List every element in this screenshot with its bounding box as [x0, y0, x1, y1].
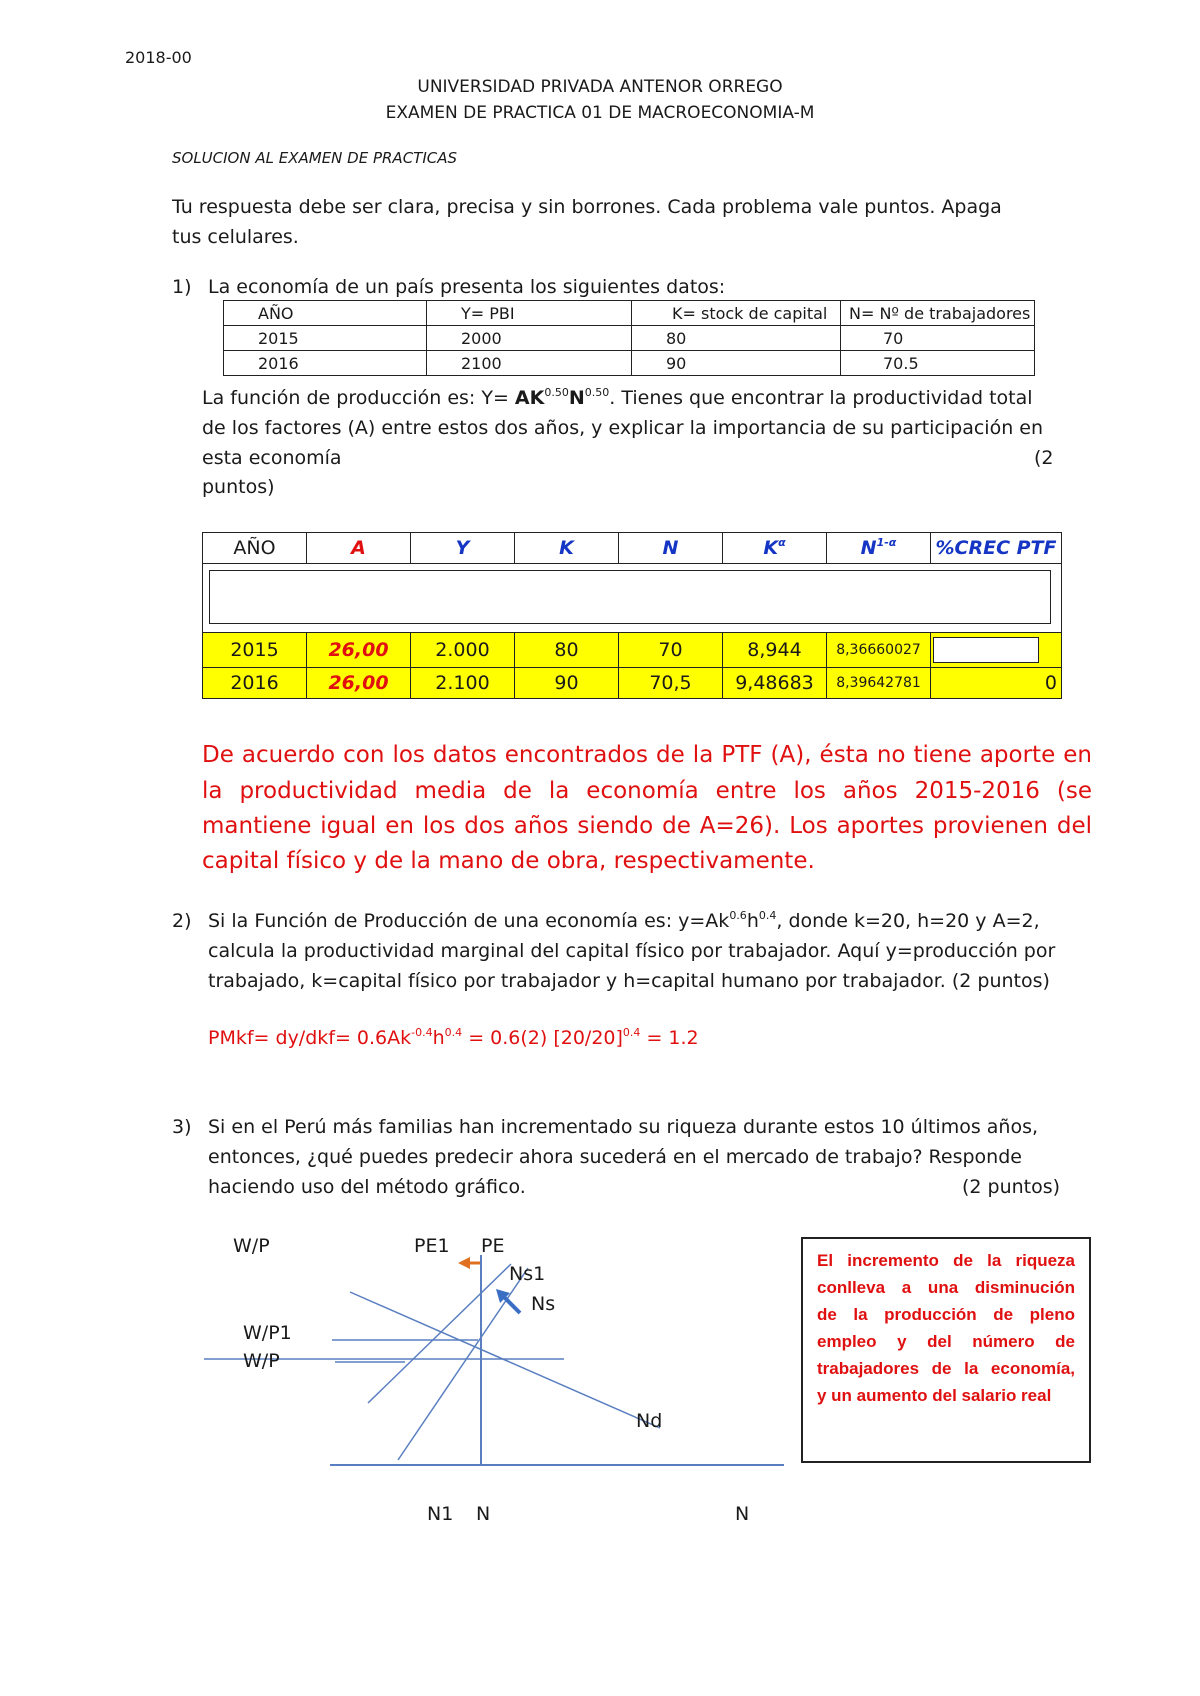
q3-line2: entonces, ¿qué puedes predecir ahora sucederá en el mercado de trabajo? Responde	[208, 1146, 1022, 1168]
q2-line1: Si la Función de Producción de una economía es: $y=Ak^{0.6}h^{0.4}$, donde k=20, h=20 y A=2,	[208, 909, 1040, 932]
solution-blank-row	[203, 564, 1062, 633]
col-a-header: A	[307, 533, 411, 564]
q3-number: 3)	[172, 1116, 192, 1138]
table-cell: 2.100	[411, 668, 515, 699]
q1-production-function: La función de producción es: $Y= AK^{0.50}N^{0.50}$. Tienes que encontrar la productividad total	[202, 386, 1033, 409]
wp-label: W/P	[243, 1350, 280, 1372]
q2-number: 2)	[172, 910, 192, 932]
col-k-alpha-header: $K^\alpha$	[723, 533, 827, 564]
university-name: UNIVERSIDAD PRIVADA ANTENOR ORREGO	[417, 77, 783, 97]
col-n-header: N	[619, 533, 723, 564]
table-cell: 2016	[224, 351, 427, 376]
solution-header-row	[203, 533, 1062, 564]
q1-number: 1)	[172, 276, 192, 298]
table-cell: 2.000	[411, 633, 515, 668]
col-k-header: K	[515, 533, 619, 564]
table-cell: 70	[841, 326, 1035, 351]
solution-title: SOLUCION AL EXAMEN DE PRACTICAS	[172, 149, 458, 167]
q1-solution-table	[202, 532, 1062, 699]
wp1-label: W/P1	[243, 1322, 292, 1344]
instructions-line1: Tu respuesta debe ser clara, precisa y sin borrones. Cada problema vale puntos. Apaga	[172, 196, 1002, 218]
table-cell: 2015	[203, 633, 307, 668]
q3-line3: haciendo uso del método gráfico.	[208, 1176, 526, 1198]
table-cell: 26,00	[307, 633, 411, 668]
table-cell: 8,39642781	[827, 668, 931, 699]
table-cell: 8,36660027	[827, 633, 931, 668]
table-cell: 80	[515, 633, 619, 668]
table-header-cell: Y= PBI	[427, 301, 632, 326]
nd-label: Nd	[636, 1410, 663, 1432]
answer-box-line: y un aumento del salario real	[817, 1386, 1052, 1405]
table-cell: 90	[515, 668, 619, 699]
table-cell: 70,5	[619, 668, 723, 699]
table-header-cell: AÑO	[224, 301, 427, 326]
ns-label: Ns	[531, 1293, 556, 1315]
ns1-label: Ns1	[509, 1263, 546, 1285]
table-cell: 26,00	[307, 668, 411, 699]
labor-market-graph	[0, 1220, 800, 1540]
answer-box-line: conlleva a una disminución	[817, 1278, 1075, 1297]
q3-line1: Si en el Perú más familias han incrementado su riqueza durante estos 10 últimos años,	[208, 1116, 1039, 1138]
table-cell: 70.5	[841, 351, 1035, 376]
answer-box-line: de la producción de pleno	[817, 1305, 1075, 1324]
table-cell: 2000	[427, 326, 632, 351]
table-cell: 2015	[224, 326, 427, 351]
col-year-header: AÑO	[203, 533, 307, 564]
y-axis-label: W/P	[233, 1235, 270, 1257]
q1-line3: esta economía	[202, 447, 342, 469]
ns-curve	[398, 1268, 528, 1460]
col-ptf-header: %CREC PTF	[931, 533, 1062, 564]
table-cell: 80	[632, 326, 841, 351]
exam-title: EXAMEN DE PRACTICA 01 DE MACROECONOMIA-M	[385, 103, 815, 123]
pe-shift-arrowhead	[458, 1257, 470, 1269]
table-header-cell: K= stock de capital	[632, 301, 841, 326]
q3-answer-box	[801, 1237, 1091, 1463]
nd-curve	[350, 1292, 660, 1428]
table-cell: 9,48683	[723, 668, 827, 699]
ns1-curve	[368, 1264, 511, 1403]
answer-box-line: El incremento de la riqueza	[817, 1251, 1075, 1270]
q1-answer-line4: capital físico y de la mano de obra, respectivamente.	[202, 848, 815, 874]
q1-points-a: (2	[1034, 447, 1054, 469]
q1-intro: La economía de un país presenta los siguientes datos:	[208, 276, 726, 298]
x-axis-label: N	[735, 1503, 750, 1525]
n-label: N	[476, 1503, 491, 1525]
q1-answer-line3: mantiene igual en los dos años siendo de A=26). Los aportes provienen del	[202, 813, 1092, 839]
n1-label: N1	[427, 1503, 454, 1525]
q2-answer: PMkf= $dy/dkf= 0.6Ak^{-0.4}h^{0.4} = 0.6(2) [20/20]^{0.4} = 1.2$	[208, 1026, 699, 1049]
table-row	[224, 326, 1035, 351]
table-cell: 90	[632, 351, 841, 376]
pe1-label: PE1	[414, 1235, 450, 1257]
q2-line2: calcula la productividad marginal del capital físico por trabajador. Aquí y=producción por	[208, 940, 1056, 962]
table-row	[203, 633, 1062, 668]
q2-line3: trabajado, k=capital físico por trabajador y h=capital humano por trabajador. (2 puntos)	[208, 970, 1050, 992]
table-cell: 2100	[427, 351, 632, 376]
table-row	[203, 668, 1062, 699]
answer-box-line: trabajadores de la economía,	[817, 1359, 1075, 1378]
table-cell	[931, 633, 1062, 668]
q1-line2: de los factores (A) entre estos dos años, y explicar la importancia de su participación en	[202, 417, 1044, 439]
table-header-cell: N= Nº de trabajadores	[841, 301, 1035, 326]
table-cell: 2016	[203, 668, 307, 699]
q1-points-b: puntos)	[202, 476, 275, 498]
pe-label: PE	[481, 1235, 505, 1257]
table-row	[224, 351, 1035, 376]
table-cell: 70	[619, 633, 723, 668]
q3-points: (2 puntos)	[962, 1176, 1061, 1198]
year-code: 2018-00	[125, 48, 192, 67]
col-n-alpha-header: $N^{1-\alpha}$	[827, 533, 931, 564]
col-y-header: Y	[411, 533, 515, 564]
q1-data-table	[223, 300, 1035, 376]
answer-box-line: empleo y del número de	[817, 1332, 1075, 1351]
q1-answer-line1: De acuerdo con los datos encontrados de la PTF (A), ésta no tiene aporte en	[202, 742, 1092, 768]
table-cell: 0	[931, 668, 1062, 699]
table-header-row	[224, 301, 1035, 326]
q1-answer-line2: la productividad media de la economía entre los años 2015-2016 (se	[202, 778, 1092, 804]
table-cell: 8,944	[723, 633, 827, 668]
instructions-line2: tus celulares.	[172, 226, 299, 248]
